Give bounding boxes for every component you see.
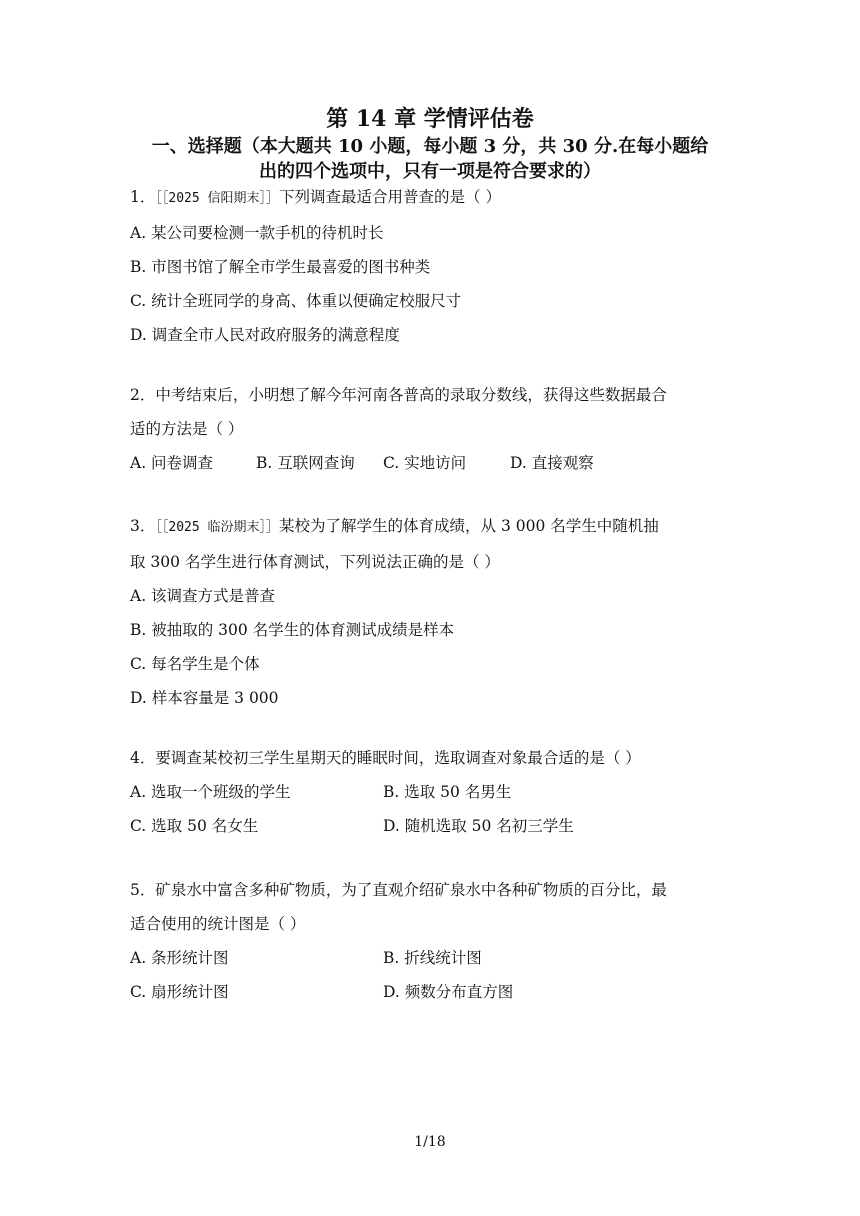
question-4 (130, 741, 730, 843)
question-5-options-row2 (130, 975, 730, 1009)
question-3 (130, 509, 730, 715)
question-3-source-tag: ［［2025 临汾期末］］ (155, 520, 280, 535)
question-2-stem-line1: 2．中考结束后，小明想了解今年河南各普高的录取分数线，获得这些数据最合 (130, 386, 667, 404)
section-heading-line1: 一、选择题（本大题共 10 小题，每小题 3 分，共 30 分.在每小题给 (151, 136, 709, 157)
question-1-stem (130, 180, 730, 216)
question-5-option-a: A. 条形统计图 (130, 949, 229, 967)
question-3-option-a: A. 该调查方式是普查 (130, 587, 276, 605)
question-2-option-c: C. 实地访问 (383, 454, 467, 472)
question-3-text: 某校为了解学生的体育成绩，从 3 000 名学生中随机抽 (279, 517, 659, 535)
question-4-option-b: B. 选取 50 名男生 (383, 783, 512, 801)
question-3-option-c: C. 每名学生是个体 (130, 655, 260, 673)
question-3-stem-line1 (130, 509, 730, 545)
question-3-number: 3． (130, 517, 156, 535)
question-4-option-a: A. 选取一个班级的学生 (130, 783, 291, 801)
question-2-option-b: B. 互联网查询 (256, 454, 355, 472)
page-number: 1/18 (414, 1134, 446, 1150)
question-5-options-row1 (130, 941, 730, 975)
question-1-number: 1． (130, 188, 156, 206)
question-2-option-a: A. 问卷调查 (130, 454, 214, 472)
question-5-stem-line2: 适合使用的统计图是（ ） (130, 915, 306, 933)
question-4-option-d: D. 随机选取 50 名初三学生 (383, 817, 574, 835)
question-4-stem: 4．要调查某校初三学生星期天的睡眠时间，选取调查对象最合适的是（ ） (130, 749, 641, 767)
question-5-option-c: C. 扇形统计图 (130, 983, 229, 1001)
question-1-option-b: B. 市图书馆了解全市学生最喜爱的图书种类 (130, 258, 431, 276)
question-4-options-row1 (130, 775, 730, 809)
exam-title: 第 14 章 学情评估卷 (326, 106, 534, 132)
question-2-option-d: D. 直接观察 (510, 454, 594, 472)
question-1-option-c: C. 统计全班同学的身高、体重以便确定校服尺寸 (130, 292, 462, 310)
question-4-options-row2 (130, 809, 730, 843)
question-4-option-c: C. 选取 50 名女生 (130, 817, 259, 835)
question-2-options (130, 446, 730, 480)
question-2-stem-line2: 适的方法是（ ） (130, 420, 244, 438)
question-5-option-d: D. 频数分布直方图 (383, 983, 514, 1001)
question-5-option-b: B. 折线统计图 (383, 949, 482, 967)
question-1-source-tag: ［［2025 信阳期末］］ (155, 191, 280, 206)
question-3-option-d: D. 样本容量是 3 000 (130, 689, 279, 707)
question-3-stem-line2: 取 300 名学生进行体育测试，下列说法正确的是（ ） (130, 553, 500, 571)
question-1 (130, 180, 730, 352)
question-1-option-a: A. 某公司要检测一款手机的待机时长 (130, 224, 384, 242)
question-1-option-d: D. 调查全市人民对政府服务的满意程度 (130, 326, 400, 344)
section-heading-line2: 出的四个选项中，只有一项是符合要求的） (259, 161, 601, 182)
section-heading (130, 134, 730, 184)
question-3-option-b: B. 被抽取的 300 名学生的体育测试成绩是样本 (130, 621, 455, 639)
question-2 (130, 378, 730, 480)
question-1-text: 下列调查最适合用普查的是（ ） (279, 188, 501, 206)
question-5-stem-line1: 5．矿泉水中富含多种矿物质，为了直观介绍矿泉水中各种矿物质的百分比，最 (130, 881, 667, 899)
question-5 (130, 873, 730, 1009)
